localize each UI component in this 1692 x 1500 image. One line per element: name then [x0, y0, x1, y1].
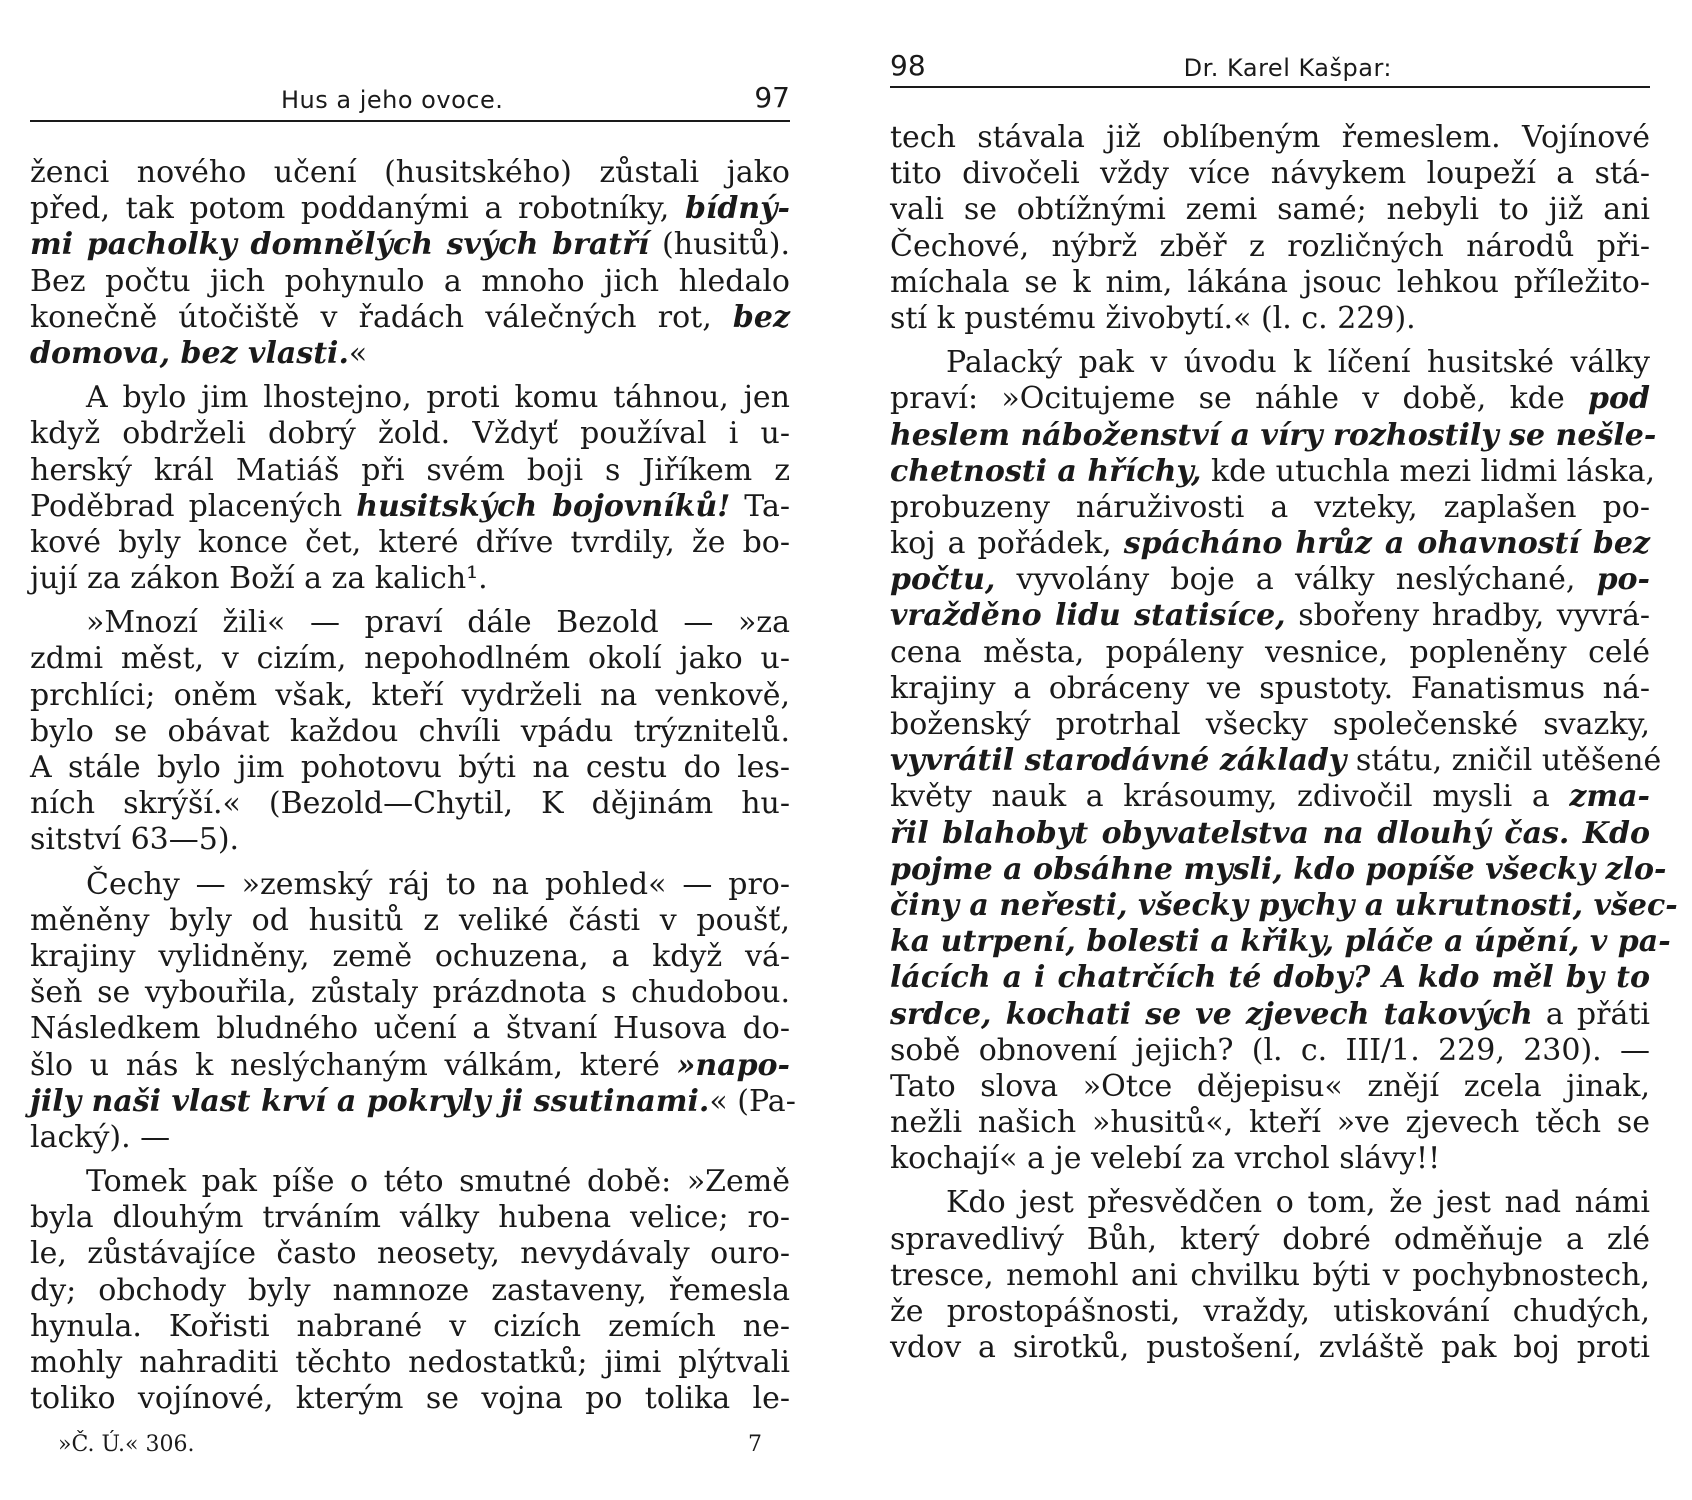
text-line	[890, 671, 1650, 707]
text-line	[30, 380, 790, 416]
plain-text: kové byly konce čet, které dříve tvrdily, že bo-	[30, 524, 790, 560]
text-line	[30, 155, 790, 191]
text-line	[890, 1330, 1650, 1366]
plain-text: Palacký pak v úvodu k líčení husitské války	[946, 345, 1650, 381]
text-line	[30, 561, 790, 597]
plain-text: vdov a sirotků, pustošení, zvláště pak boj proti	[890, 1330, 1650, 1366]
plain-text: Poděbrad placených	[30, 488, 357, 524]
text-line	[30, 750, 790, 786]
emphasis-text: řil blahobyt obyvatelstva na dlouhý čas. Kdo	[890, 815, 1650, 851]
plain-text: vali se obtížnými zemi samé; nebyli to již ani	[890, 192, 1650, 228]
emphasis-text: pojme a obsáhne mysli, kdo popíše všecky zlo-	[890, 851, 1667, 887]
text-line	[890, 453, 1656, 490]
paragraph-gap	[30, 597, 790, 605]
text-line	[30, 903, 790, 939]
plain-text: dy; obchody byly namnoze zastaveny, řemesla	[30, 1272, 790, 1308]
text-line	[30, 1309, 790, 1345]
text-line	[30, 641, 790, 677]
emphasis-text: vražděno lidu statisíce,	[890, 598, 1286, 634]
plain-text: krajiny vylidněny, země ochuzena, a když vá-	[30, 938, 790, 974]
text-line	[30, 1164, 790, 1200]
plain-text: bylo se obávat každou chvíli vpádu trýznitelů.	[30, 713, 790, 749]
text-line	[30, 416, 790, 452]
emphasis-text: činy a neřesti, všecky pychy a ukrutnosti, všec-	[890, 887, 1678, 923]
paragraph-gap	[30, 1156, 790, 1164]
plain-text: konečně útočiště v řadách válečných rot,	[30, 299, 733, 335]
paragraph-gap	[30, 372, 790, 380]
text-line	[890, 997, 1650, 1033]
text-line	[890, 816, 1650, 852]
left-page-body	[30, 155, 796, 1417]
header-rule-left	[30, 120, 790, 122]
left-page-footer	[30, 1432, 790, 1457]
text-line	[890, 887, 1678, 924]
plain-text: Čechové, nýbrž zběř z rozličných národů při-	[890, 228, 1650, 264]
plain-text: stí k pustému živobytí.« (l. c. 229).	[890, 300, 1416, 336]
text-line	[30, 678, 790, 714]
text-line	[30, 1048, 790, 1084]
text-line	[30, 786, 790, 822]
emphasis-text: po-	[1596, 562, 1650, 598]
emphasis-text: jily naši vlast krví a pokryly ji ssutinami.	[30, 1083, 710, 1119]
plain-text: (husitů).	[649, 227, 790, 263]
text-line	[890, 417, 1657, 454]
text-line	[890, 635, 1650, 671]
paragraph-gap	[30, 859, 790, 867]
plain-text: když obdrželi dobrý žold. Vždyť používal i u-	[30, 416, 790, 452]
text-line	[890, 779, 1650, 815]
paragraph-gap	[890, 1177, 1650, 1185]
left-page	[30, 0, 796, 1500]
plain-text: sitství 63—5).	[30, 822, 240, 858]
text-line	[890, 156, 1650, 192]
text-line	[890, 490, 1650, 526]
text-line	[890, 1069, 1650, 1105]
text-line	[30, 1083, 796, 1120]
plain-text: ních skrýší.« (Bezold—Chytil, K dějinám hu-	[30, 786, 790, 822]
paragraph-gap	[890, 337, 1650, 345]
header-rule-right	[890, 86, 1650, 88]
plain-text: cena města, popáleny vesnice, popleněny celé	[890, 634, 1650, 670]
emphasis-text: zma-	[1569, 779, 1650, 815]
plain-text: zdmi měst, v cizím, nepohodlném okolí jako u-	[30, 641, 790, 677]
plain-text: Kdo jest přesvědčen o tom, že jest nad námi	[946, 1185, 1650, 1221]
plain-text: hynula. Kořisti nabrané v cizích zemích ne-	[30, 1308, 790, 1344]
plain-text: tech stávala již oblíbeným řemeslem. Vojínové	[890, 120, 1650, 155]
plain-text: a přáti	[1532, 996, 1650, 1032]
plain-text: praví: »Ocitujeme se náhle v době, kde	[890, 381, 1589, 417]
emphasis-text: vyvrátil starodávné základy	[890, 743, 1347, 779]
plain-text: toliko vojínové, kterým se vojna po tolika le-	[30, 1381, 790, 1417]
text-line	[890, 1141, 1650, 1177]
plain-text: koj a pořádek,	[890, 526, 1124, 562]
text-line	[30, 1381, 790, 1417]
text-line	[30, 714, 790, 750]
plain-text: kochají« a je velebí za vrchol slávy!!	[890, 1141, 1441, 1177]
plain-text: nežli našich »husitů«, kteří »ve zjevech těch se	[890, 1105, 1650, 1141]
plain-text: Ta-	[730, 488, 790, 524]
running-author: Dr. Karel Kašpar:	[1183, 54, 1392, 82]
text-line	[30, 822, 790, 858]
text-line	[890, 301, 1650, 337]
emphasis-text: chetnosti a hříchy,	[890, 453, 1202, 489]
plain-text: šeň se vybouřila, zůstaly prázdnota s chudobou.	[30, 975, 790, 1011]
plain-text: le, zůstávajíce často neosety, nevydávaly ouro-	[30, 1236, 790, 1272]
plain-text: byla dlouhým trváním války hubena velice; ro-	[30, 1200, 790, 1236]
text-line	[890, 960, 1650, 996]
plain-text: tito divočeli vždy více návykem loupeží a stá-	[890, 156, 1650, 192]
right-page-header	[890, 48, 1650, 82]
plain-text: Následkem bludného učení a štvaní Husova do-	[30, 1011, 790, 1047]
plain-text: ženci nového učení (husitského) zůstali jako	[30, 155, 790, 190]
plain-text: herský král Matiáš při svém boji s Jiříkem z	[30, 452, 790, 488]
text-line	[890, 526, 1650, 562]
footnote: »Č. Ú.« 306.	[58, 1432, 195, 1457]
text-line	[30, 1200, 790, 1236]
plain-text: probuzeny náruživosti a vzteky, zaplašen po-	[890, 489, 1650, 525]
plain-text: před, tak potom poddanými a robotníky,	[30, 191, 685, 227]
text-line	[890, 1258, 1650, 1294]
text-line	[30, 227, 790, 263]
plain-text: míchala se k nim, lákána jsouc lehkou příležito-	[890, 264, 1650, 300]
emphasis-text: bídný-	[684, 191, 790, 227]
plain-text: sobě obnovení jejich? (l. c. III/1. 229, 230). —	[890, 1032, 1650, 1068]
signature-mark: 7	[748, 1432, 762, 1457]
emphasis-text: heslem náboženství a víry rozhostily se nešle-	[890, 417, 1657, 453]
text-line	[30, 525, 790, 561]
page-number-left: 97	[754, 81, 790, 114]
plain-text: jují za zákon Boží a za kalich¹.	[30, 561, 488, 597]
right-page	[890, 0, 1678, 1500]
text-line	[890, 1033, 1650, 1069]
plain-text: A bylo jim lhostejno, proti komu táhnou, jen	[86, 380, 790, 416]
plain-text: sbořeny hradby, vyvrá-	[1285, 598, 1650, 634]
emphasis-text: lácích a i chatrčích té doby? A kdo měl by to	[890, 960, 1650, 996]
text-line	[30, 867, 790, 903]
text-line	[890, 1222, 1650, 1258]
text-line	[30, 300, 790, 336]
text-line	[890, 229, 1650, 265]
emphasis-text: domova, bez vlasti.	[30, 335, 349, 371]
plain-text: květy nauk a krásoumy, zdivočil mysli a	[890, 779, 1570, 815]
plain-text: « (Pa-	[709, 1083, 796, 1119]
page-number-right: 98	[890, 49, 926, 82]
plain-text: vyvolány boje a války neslýchané,	[995, 562, 1597, 598]
running-title: Hus a jeho ovoce.	[281, 86, 504, 114]
plain-text: Tato slova »Otce dějepisu« znějí zcela jinak,	[890, 1068, 1650, 1104]
plain-text: Bez počtu jich pohynulo a mnoho jich hledalo	[30, 263, 790, 299]
text-line	[30, 264, 790, 300]
plain-text: mohly nahraditi těchto nedostatků; jimi plýtvali	[30, 1345, 790, 1380]
text-line	[30, 1236, 790, 1272]
text-line	[30, 489, 790, 525]
emphasis-text: husitských bojovníků!	[356, 488, 731, 524]
text-line	[890, 851, 1667, 888]
plain-text: tresce, nemohl ani chvilku býti v pochybnostech,	[890, 1257, 1650, 1293]
text-line	[890, 743, 1662, 779]
text-line	[890, 120, 1650, 156]
emphasis-text: bez	[732, 299, 790, 335]
plain-text: šlo u nás k neslýchaným válkám, které	[30, 1047, 677, 1083]
text-line	[30, 453, 790, 489]
text-line	[890, 1105, 1650, 1141]
right-page-body	[890, 120, 1678, 1366]
text-line	[890, 598, 1650, 634]
text-line	[890, 924, 1671, 960]
plain-text: měněny byly od husitů z veliké části v poušť,	[30, 902, 790, 938]
text-line	[890, 381, 1650, 417]
text-line	[30, 975, 790, 1011]
emphasis-text: srdce, kochati se ve zjevech takových	[890, 996, 1533, 1032]
text-line	[890, 562, 1650, 598]
emphasis-text: mi pacholky domnělých svých bratří	[30, 227, 650, 263]
plain-text: že prostopášnosti, vraždy, utiskování chudých,	[890, 1294, 1650, 1329]
text-line	[30, 939, 790, 975]
text-line	[30, 191, 790, 227]
plain-text: Tomek pak píše o této smutné době: »Země	[86, 1164, 790, 1200]
emphasis-text: počtu,	[890, 562, 996, 598]
text-line	[30, 1011, 790, 1047]
emphasis-text: »napo-	[676, 1047, 790, 1083]
text-line	[30, 605, 790, 641]
plain-text: kde utuchla mezi lidmi láska,	[1201, 453, 1656, 489]
text-line	[890, 345, 1650, 381]
plain-text: boženský protrhal všecky společenské svazky,	[890, 707, 1650, 742]
left-page-header	[30, 80, 790, 114]
emphasis-text: ka utrpení, bolesti a křiky, pláče a úpění, v pa-	[890, 924, 1671, 960]
text-line	[890, 1185, 1650, 1221]
text-line	[30, 1273, 790, 1309]
plain-text: krajiny a obráceny ve spustoty. Fanatismus ná-	[890, 670, 1650, 706]
plain-text: »Mnozí žili« — praví dále Bezold — »za	[86, 605, 790, 641]
plain-text: lacký). —	[30, 1119, 171, 1155]
text-line	[30, 1345, 790, 1381]
text-line	[30, 1120, 790, 1156]
text-line	[890, 265, 1650, 301]
plain-text: státu, zničil utěšené	[1346, 743, 1662, 779]
plain-text: «	[348, 335, 368, 371]
text-line	[890, 707, 1650, 743]
emphasis-text: pod	[1588, 381, 1650, 417]
plain-text: A stále bylo jim pohotovu býti na cestu do les-	[30, 750, 790, 785]
plain-text: Čechy — »zemský ráj to na pohled« — pro-	[86, 866, 790, 902]
text-line	[890, 1294, 1650, 1330]
plain-text: prchlíci; oněm však, kteří vydrželi na venkově,	[30, 677, 790, 713]
emphasis-text: spácháno hrůz a ohavností bez	[1123, 526, 1650, 562]
text-line	[30, 336, 790, 372]
plain-text: spravedlivý Bůh, který dobré odměňuje a zlé	[890, 1221, 1650, 1257]
text-line	[890, 192, 1650, 228]
